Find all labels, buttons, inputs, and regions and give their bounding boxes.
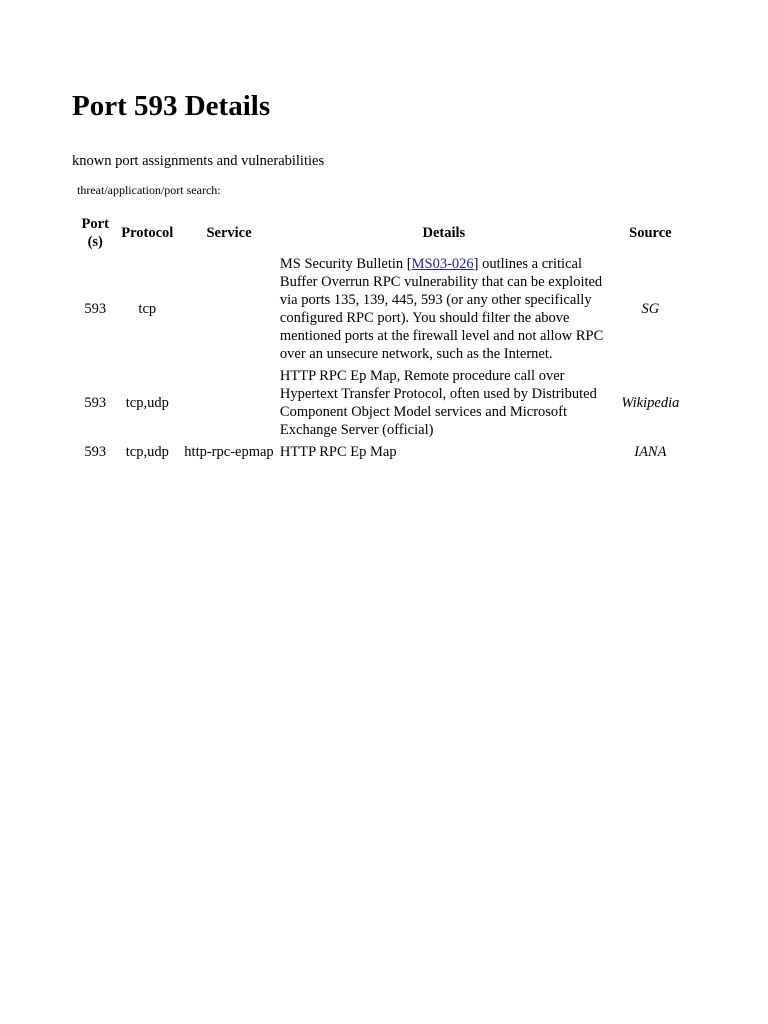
cell-protocol: tcp [138,301,157,317]
cell-source: IANA [634,444,667,460]
header-ports: Port(s) [81,216,109,250]
header-details: Details [422,225,466,241]
header-service: Service [206,225,252,241]
header-source: Source [629,225,672,241]
cell-port: 593 [84,301,107,317]
cell-port: 593 [84,444,107,460]
cell-source: SG [641,301,660,317]
details-suffix: ] outlines a critical Buffer Overrun RPC vulnerability that can be exploited via ports 135, 139, 445, 593 (or any other specifically configured RPC port). You should filter the above mentioned ports at the firewall level and not allow RPC over an unsecure network, such as the Internet. [279,256,604,362]
page-title: Port 593 Details [72,90,271,122]
cell-protocol: tcp,udp [125,444,169,460]
cell-protocol: tcp,udp [125,395,169,411]
port-details-table [75,212,692,464]
cell-service: http-rpc-epmap [184,444,274,460]
cell-details [279,254,609,364]
table-row [77,254,690,364]
table-row [77,366,690,440]
details-prefix: MS Security Bulletin [ [279,256,412,272]
table-row [77,442,690,462]
page-subtitle: known port assignments and vulnerabilities [72,153,325,169]
cell-service [181,366,277,440]
cell-port: 593 [84,395,107,411]
header-protocol: Protocol [121,225,174,241]
table-header-row [77,214,690,252]
cell-source: Wikipedia [621,395,680,411]
cell-service [181,254,277,364]
search-label: threat/application/port search: [77,183,221,197]
cell-details: HTTP RPC Ep Map, Remote procedure call over Hypertext Transfer Protocol, often used by Distributed Component Object Model services and Microsoft Exchange Server (official) [279,368,597,438]
ms03-026-link[interactable]: MS03-026 [411,256,474,272]
cell-details: HTTP RPC Ep Map [279,444,397,460]
